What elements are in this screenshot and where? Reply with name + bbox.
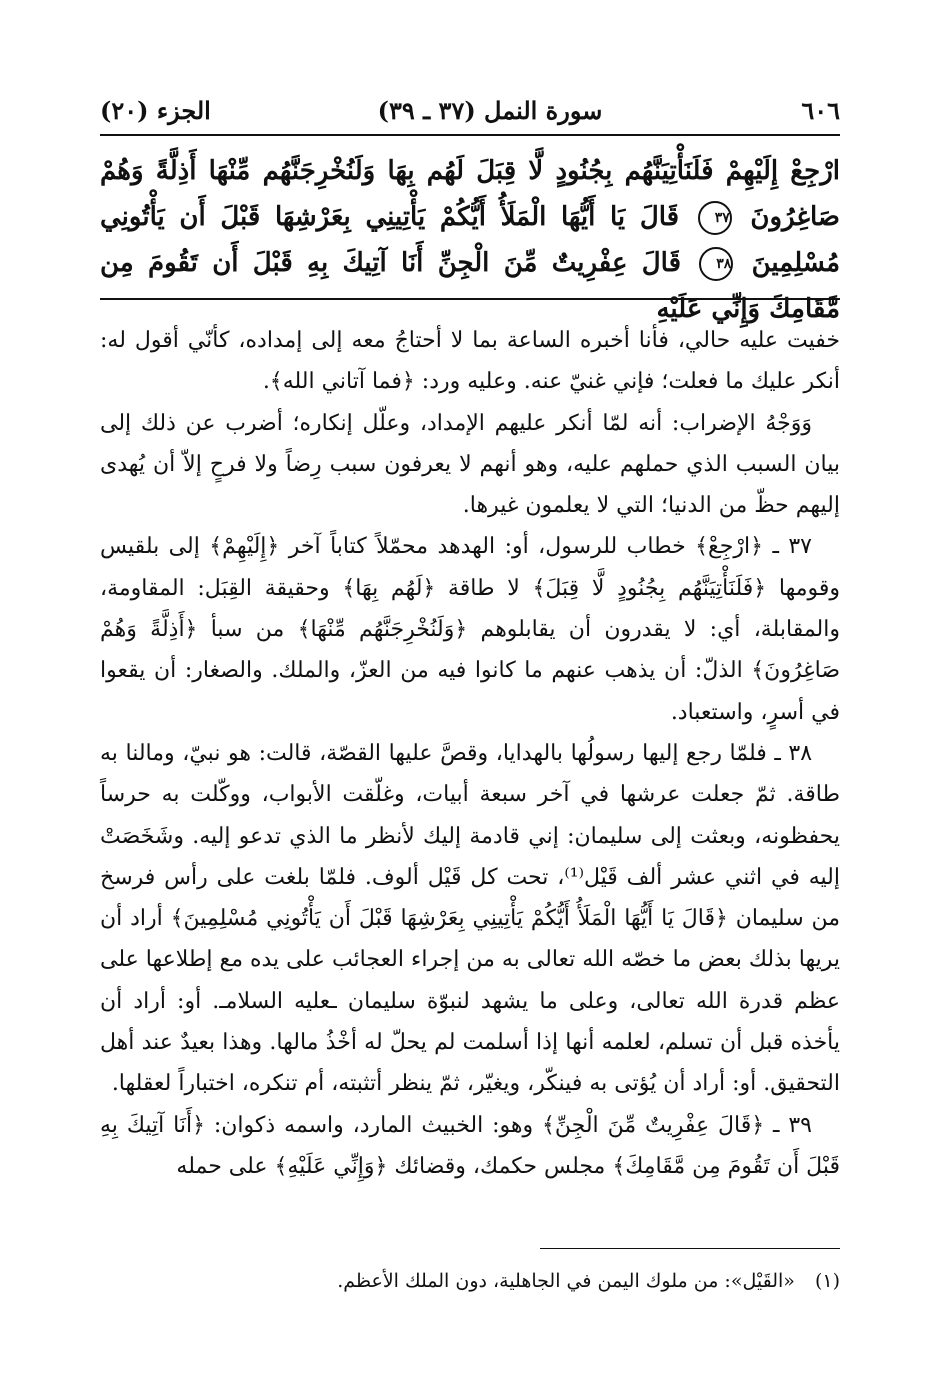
commentary <box>100 320 840 1187</box>
footnote-divider <box>540 1248 840 1249</box>
quran-verses <box>100 148 840 332</box>
commentary-paragraph: وَوَجْهُ الإضراب: أنه لمّا أنكر عليهم الإمداد، وعلّل إنكاره؛ أضرب عن ذلك إلى بيان السبب الذي حملهم عليه، وهو أنهم لا يعرفون سبب رِضاً ولا فرحٍ إلاّ أن يُهدى إليهم حظّ من الدنيا؛ التي لا يعلمون غيرها. <box>100 410 840 519</box>
commentary-paragraph: ٣٨ ـ فلمّا رجع إليها رسولُها بالهدايا، وقصَّ عليها القصّة، قالت: هو نبيّ، ومالنا به طاقة. ثمّ جعلت عرشها في آخر سبعة أبيات، وغلّقت الأبواب، ووكّلت به حرساً يحفظونه، وبعثت إلى سليمان: إني قادمة إليك لأنظر ما الذي تدعو إليه. وشَخَصَتْ إليه في اثني عشر ألف قَيْل⁽¹⁾، تحت كل قَيْل ألوف. فلمّا بلغت على رأس فرسخ من سليمان ﴿قَالَ يَا أَيُّهَا الْمَلَأُ أَيُّكُمْ يَأْتِينِي بِعَرْشِهَا قَبْلَ أَن يَأْتُونِي مُسْلِمِينَ﴾ أراد أن يريها بذلك بعض ما خصّه الله تعالى به من إجراء العجائب على يده مع إطلاعها على عظم قدرة الله تعالى، وعلى ما يشهد لنبوّة سليمان ـعليه السلامـ. أو: أراد أن يأخذه قبل أن تسلم، لعلمه أنها إذا أسلمت لم يحلّ له أخْذُ مالها. وهذا بعيدٌ عند أهل التحقيق. أو: أراد أن يُؤتى به فينكّر، ويغيّر، ثمّ ينظر أتثبته، أم تنكره، اختباراً لعقلها. <box>100 740 840 1097</box>
ayah-marker-38: ٣٨ <box>699 247 733 281</box>
footnote-text: «القَيْل»: من ملوك اليمن في الجاهلية، دون الملك الأعظم. <box>337 1270 795 1292</box>
header-divider <box>100 134 840 136</box>
commentary-paragraph: ٣٩ ـ ﴿قَالَ عِفْرِيتٌ مِّنَ الْجِنِّ﴾ وهو: الخبيث المارد، واسمه ذكوان: ﴿أَنَا آتِيكَ بِهِ قَبْلَ أَن تَقُومَ مِن مَّقَامِكَ﴾ مجلس حكمك، وقضائك ﴿وَإِنِّي عَلَيْهِ﴾ على حمله <box>100 1112 840 1179</box>
footnote-number: (١) <box>814 1270 840 1292</box>
page-number: ٦٠٦ <box>801 95 840 125</box>
footnote <box>100 1266 840 1296</box>
verse-text-38: قَالَ يَا أَيُّهَا الْمَلَأُ أَيُّكُمْ يَأْتِينِي بِعَرْشِهَا قَبْلَ أَن يَأْتُونِي مُسْلِمِينَ <box>100 202 841 278</box>
quran-divider <box>100 298 840 300</box>
running-header <box>100 88 840 132</box>
juz-label: الجزء (٢٠) <box>100 95 211 125</box>
ayah-marker-37: ٣٧ <box>698 201 732 235</box>
surah-title: سورة النمل (٣٧ ـ ٣٩) <box>377 95 603 125</box>
verse-text-37: ارْجِعْ إِلَيْهِمْ فَلَنَأْتِيَنَّهُم بِجُنُودٍ لَّا قِبَلَ لَهُم بِهَا وَلَنُخْرِجَنَّهُم مِّنْهَا أَذِلَّةً وَهُمْ صَاغِرُونَ <box>100 156 840 232</box>
verse-text-39: قَالَ عِفْرِيتٌ مِّنَ الْجِنِّ أَنَا آتِيكَ بِهِ قَبْلَ أَن تَقُومَ مِن مَّقَامِكَ وَإِنِّي عَلَيْهِ <box>100 248 840 324</box>
page <box>100 88 840 1328</box>
commentary-paragraph: خفيت عليه حالي، فأنا أخبره الساعة بما لا أحتاجُ معه إلى إمداده، كأنّي أقول له: أنكر عليك ما فعلت؛ فإني غنيّ عنه. وعليه ورد: ﴿فما آتاني الله﴾. <box>100 328 840 395</box>
commentary-paragraph: ٣٧ ـ ﴿ارْجِعْ﴾ خطاب للرسول، أو: الهدهد محمّلاً كتاباً آخر ﴿إِلَيْهِمْ﴾ إلى بلقيس وقومها ﴿فَلَنَأْتِيَنَّهُم بِجُنُودٍ لَّا قِبَلَ﴾ لا طاقة ﴿لَهُم بِهَا﴾ وحقيقة القِبَل: المقاومة، والمقابلة، أي: لا يقدرون أن يقابلوهم ﴿وَلَنُخْرِجَنَّهُم مِّنْهَا﴾ من سبأ ﴿أَذِلَّةً وَهُمْ صَاغِرُونَ﴾ الذلّ: أن يذهب عنهم ما كانوا فيه من العزّ، والملك. والصغار: أن يقعوا في أسرٍ، واستعباد. <box>100 534 840 725</box>
